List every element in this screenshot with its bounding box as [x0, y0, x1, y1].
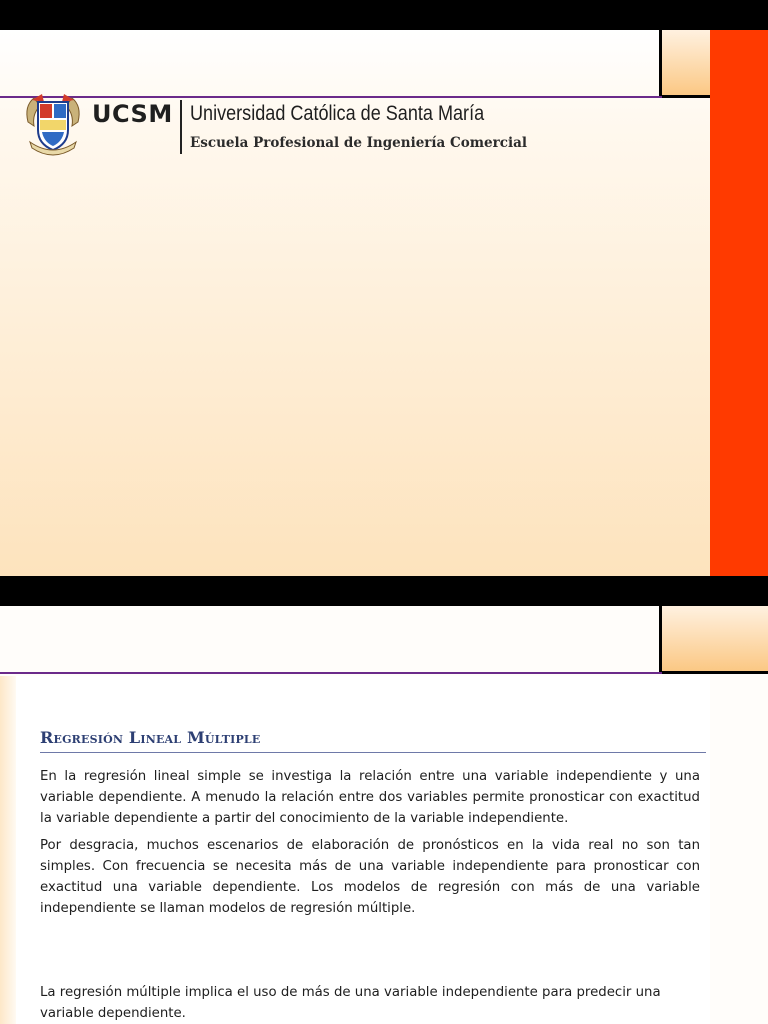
document-excerpt: [16, 676, 710, 1024]
header-rule: [0, 672, 662, 674]
title-slide: [0, 30, 768, 576]
university-crest-icon: [22, 92, 84, 156]
logo-divider: [180, 100, 182, 154]
accent-bar: [710, 30, 768, 576]
paragraph: La regresión múltiple implica el uso de más de una variable independiente para predecir una variable dependiente.: [40, 985, 661, 1021]
university-name: Universidad Católica de Santa María: [190, 102, 485, 125]
school-name: Escuela Profesional de Ingeniería Comercial: [190, 135, 527, 151]
side-gradient: [0, 676, 16, 1024]
university-abbreviation: UCSM: [92, 100, 173, 128]
heading-rule: [40, 752, 706, 753]
corner-decoration: [659, 606, 768, 674]
corner-decoration: [659, 30, 710, 98]
paragraph: Por desgracia, muchos escenarios de elaboración de pronósticos en la vida real no son tan simples. Con frecuencia se necesita más de una variable independiente para pronosticar con exactitud una variable dependiente. Los modelos de regresión con más de una variable independiente se llaman modelos de regresión múltiple.: [40, 838, 700, 916]
section-heading: Regresión Lineal Múltiple: [40, 728, 261, 747]
paragraph: En la regresión lineal simple se investiga la relación entre una variable independiente y una variable dependiente. A menudo la relación entre dos variables permite pronosticar con exactitud la variable dependiente a partir del conocimiento de la variable independiente.: [40, 769, 700, 826]
header-rule: [0, 96, 662, 98]
content-slide: [0, 606, 768, 1024]
